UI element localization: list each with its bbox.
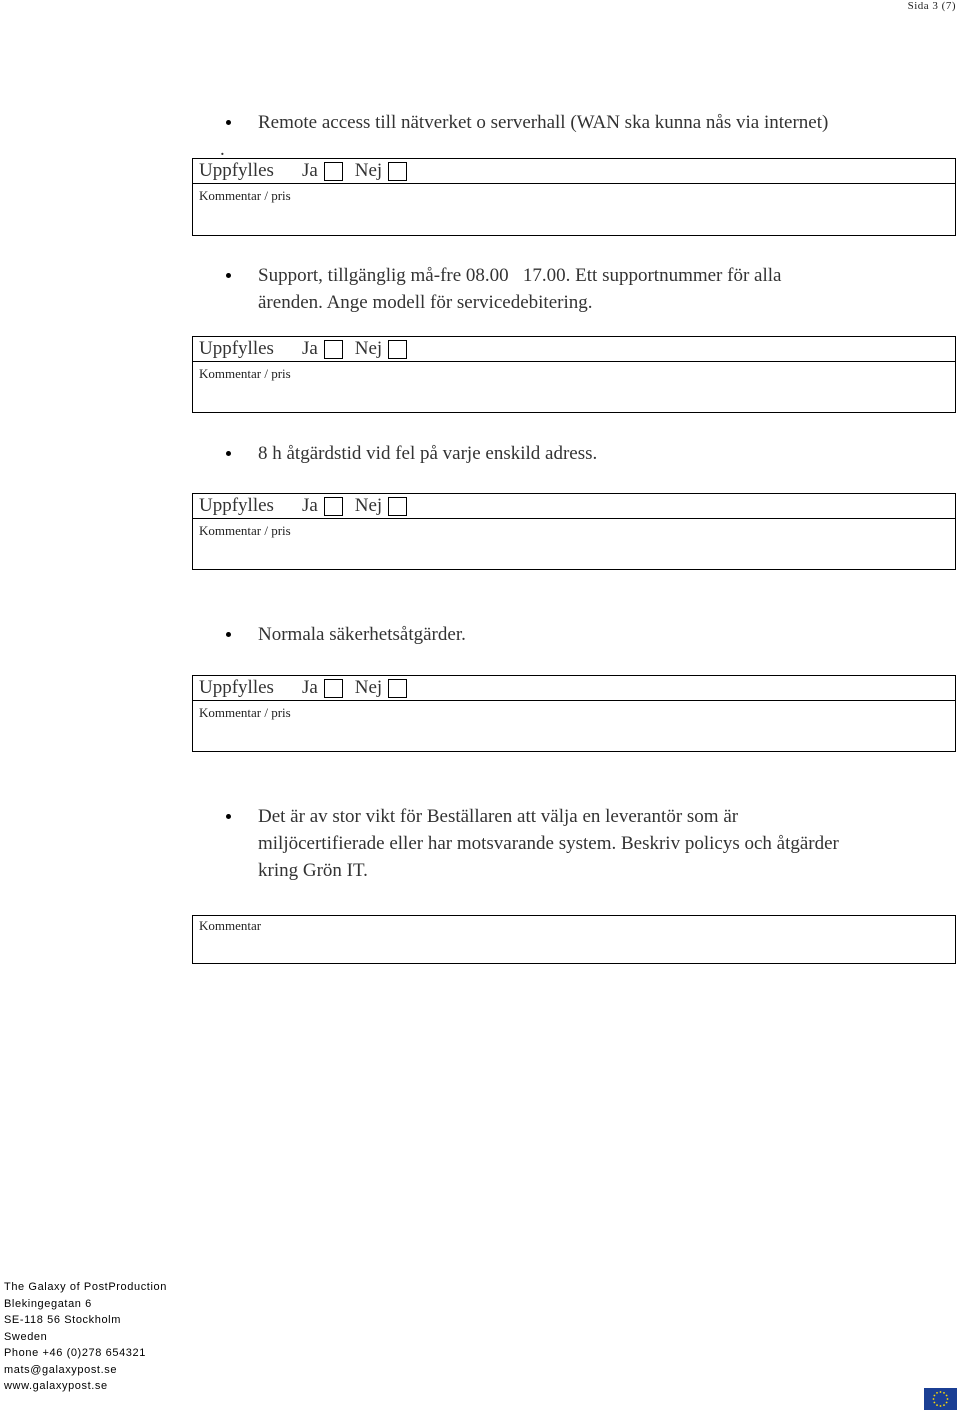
uppfylles-label: Uppfylles xyxy=(199,338,274,359)
bullet-icon xyxy=(226,273,231,278)
nej-checkbox[interactable] xyxy=(388,340,407,359)
uppfylles-row xyxy=(193,159,955,184)
ja-checkbox[interactable] xyxy=(324,162,343,181)
ja-label: Ja xyxy=(301,677,318,698)
kommentar-field[interactable] xyxy=(193,721,955,769)
requirement-text-line: ärenden. Ange modell för servicedebitering. xyxy=(258,292,593,313)
footer-city: SE-118 56 Stockholm xyxy=(4,1314,121,1326)
footer-email: mats@galaxypost.se xyxy=(4,1363,118,1376)
kommentar-field[interactable] xyxy=(193,382,955,430)
kommentar-field[interactable] xyxy=(193,204,955,252)
eu-flag-icon xyxy=(924,1388,957,1410)
kommentar-pris-label: Kommentar / pris xyxy=(199,366,291,381)
ja-checkbox[interactable] xyxy=(324,340,343,359)
requirement-text-line: Support, tillgänglig må-fre 08.00 17.00. Ett supportnummer för alla xyxy=(258,265,782,286)
nej-checkbox[interactable] xyxy=(388,162,407,181)
uppfylles-row xyxy=(193,494,955,519)
nej-label: Nej xyxy=(354,677,383,698)
kommentar-pris-label: Kommentar / pris xyxy=(199,523,291,538)
nej-checkbox[interactable] xyxy=(388,679,407,698)
requirement-item-gron-it xyxy=(226,803,916,884)
requirement-text-line: 8 h åtgärdstid vid fel på varje enskild adress. xyxy=(258,443,598,464)
bullet-icon xyxy=(226,120,231,125)
ja-label: Ja xyxy=(301,495,318,516)
kommentar-field[interactable] xyxy=(193,934,955,962)
response-form-4 xyxy=(192,675,956,752)
footer-country: Sweden xyxy=(4,1330,48,1343)
bullet-icon xyxy=(226,451,231,456)
requirement-text-line: Remote access till nätverket o serverhall (WAN ska kunna nås via internet) xyxy=(258,112,829,133)
bullet-icon xyxy=(226,814,231,819)
nej-label: Nej xyxy=(354,338,383,359)
ja-checkbox[interactable] xyxy=(324,497,343,516)
uppfylles-label: Uppfylles xyxy=(199,677,274,698)
requirement-text-line: miljöcertifierade eller har motsvarande system. Beskriv policys och åtgärder xyxy=(258,833,839,854)
bullet-icon xyxy=(226,632,231,637)
footer-street: Blekingegatan 6 xyxy=(4,1297,92,1310)
requirement-text-line: kring Grön IT. xyxy=(258,860,368,881)
kommentar-label: Kommentar xyxy=(199,918,262,933)
uppfylles-label: Uppfylles xyxy=(199,495,274,516)
footer-web: www.galaxypost.se xyxy=(4,1380,108,1392)
kommentar-pris-label: Kommentar / pris xyxy=(199,705,291,720)
response-form-5 xyxy=(192,915,956,964)
requirement-item-support xyxy=(226,262,916,316)
footer-phone: Phone +46 (0)278 654321 xyxy=(4,1347,146,1359)
ja-label: Ja xyxy=(301,160,318,181)
footer-company: The Galaxy of PostProduction xyxy=(4,1281,167,1293)
requirement-text-line: . xyxy=(220,139,225,160)
footer-address xyxy=(4,1279,167,1395)
nej-label: Nej xyxy=(354,495,383,516)
nej-label: Nej xyxy=(354,160,383,181)
page-number: Sida 3 (7) xyxy=(907,0,956,12)
uppfylles-row xyxy=(193,337,955,362)
ja-label: Ja xyxy=(301,338,318,359)
requirement-item-atgardstid xyxy=(226,440,916,467)
response-form-2 xyxy=(192,336,956,413)
requirement-text-line: Normala säkerhetsåtgärder. xyxy=(258,624,466,645)
requirement-text-line: Det är av stor vikt för Beställaren att välja en leverantör som är xyxy=(258,806,739,827)
requirement-item-sakerhet xyxy=(226,621,916,648)
kommentar-field[interactable] xyxy=(193,539,955,587)
ja-checkbox[interactable] xyxy=(324,679,343,698)
requirement-item-remote-access xyxy=(220,109,916,163)
nej-checkbox[interactable] xyxy=(388,497,407,516)
kommentar-pris-label: Kommentar / pris xyxy=(199,188,291,203)
uppfylles-label: Uppfylles xyxy=(199,160,274,181)
uppfylles-row xyxy=(193,676,955,701)
response-form-3 xyxy=(192,493,956,570)
response-form-1 xyxy=(192,158,956,236)
